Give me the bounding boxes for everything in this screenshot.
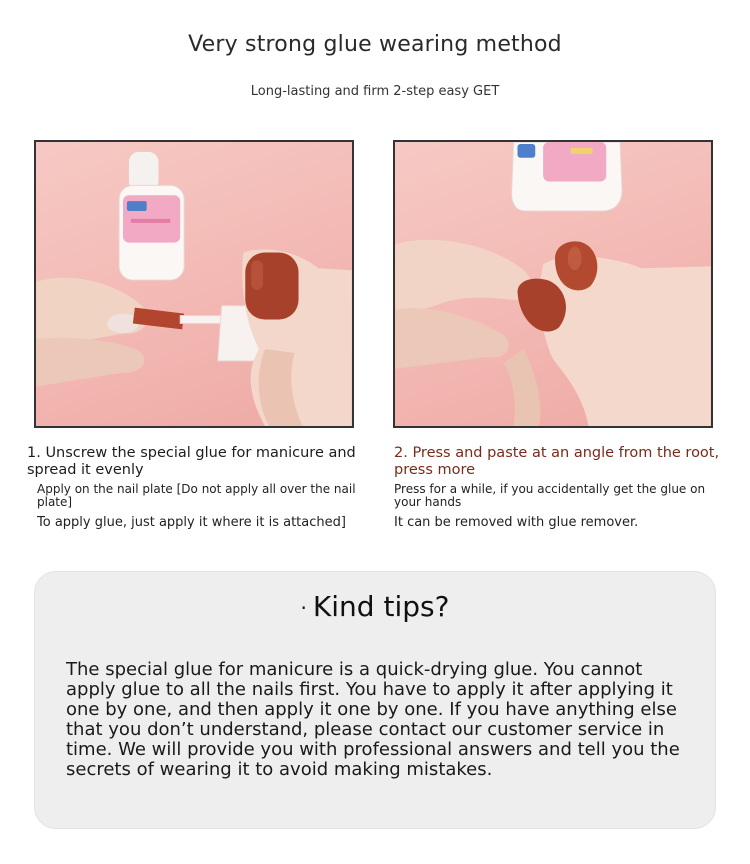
page-title: Very strong glue wearing method xyxy=(188,32,562,57)
page-subtitle: Long-lasting and firm 2-step easy GET xyxy=(250,84,500,99)
step-2-note: Press for a while, if you accidentally get the glue on your hands xyxy=(394,482,706,509)
step-2-title: 2. Press and paste at an angle from the root, press more xyxy=(394,445,720,478)
tips-body: The special glue for manicure is a quick-drying glue. You cannot apply glue to all the nails first. You have to apply it after applying it one by one, and then apply it one by one. If you have anything else that you don’t understand, please contact our customer service in time. We will provide you with professional answers and tell you the secrets of wearing it to avoid making mistakes. xyxy=(66,659,680,780)
right-hand-icon xyxy=(504,241,711,426)
step-2-photo xyxy=(393,140,713,428)
right-hand-icon xyxy=(242,249,351,426)
glue-bottle-icon xyxy=(119,152,184,280)
kind-tips-panel xyxy=(34,571,716,829)
step-1-photo xyxy=(34,140,354,428)
step-2-instructions xyxy=(394,445,734,530)
tips-title: Kind tips? xyxy=(312,590,450,623)
glue-application-illustration xyxy=(36,142,352,426)
step-1-title: 1. Unscrew the special glue for manicure and spread it evenly xyxy=(27,445,356,478)
glue-bottle-icon xyxy=(512,142,622,211)
bullet-dot-icon: · xyxy=(300,596,307,620)
left-hand-icon xyxy=(36,278,147,387)
step-2-extra: It can be removed with glue remover. xyxy=(394,515,639,530)
press-nail-illustration xyxy=(395,142,711,426)
step-1-instructions xyxy=(27,445,367,530)
left-hand-icon xyxy=(395,240,532,369)
tips-heading xyxy=(35,590,715,623)
step-1-extra: To apply glue, just apply it where it is attached] xyxy=(37,515,346,530)
step-1-note: Apply on the nail plate [Do not apply all over the nail plate] xyxy=(37,482,356,509)
